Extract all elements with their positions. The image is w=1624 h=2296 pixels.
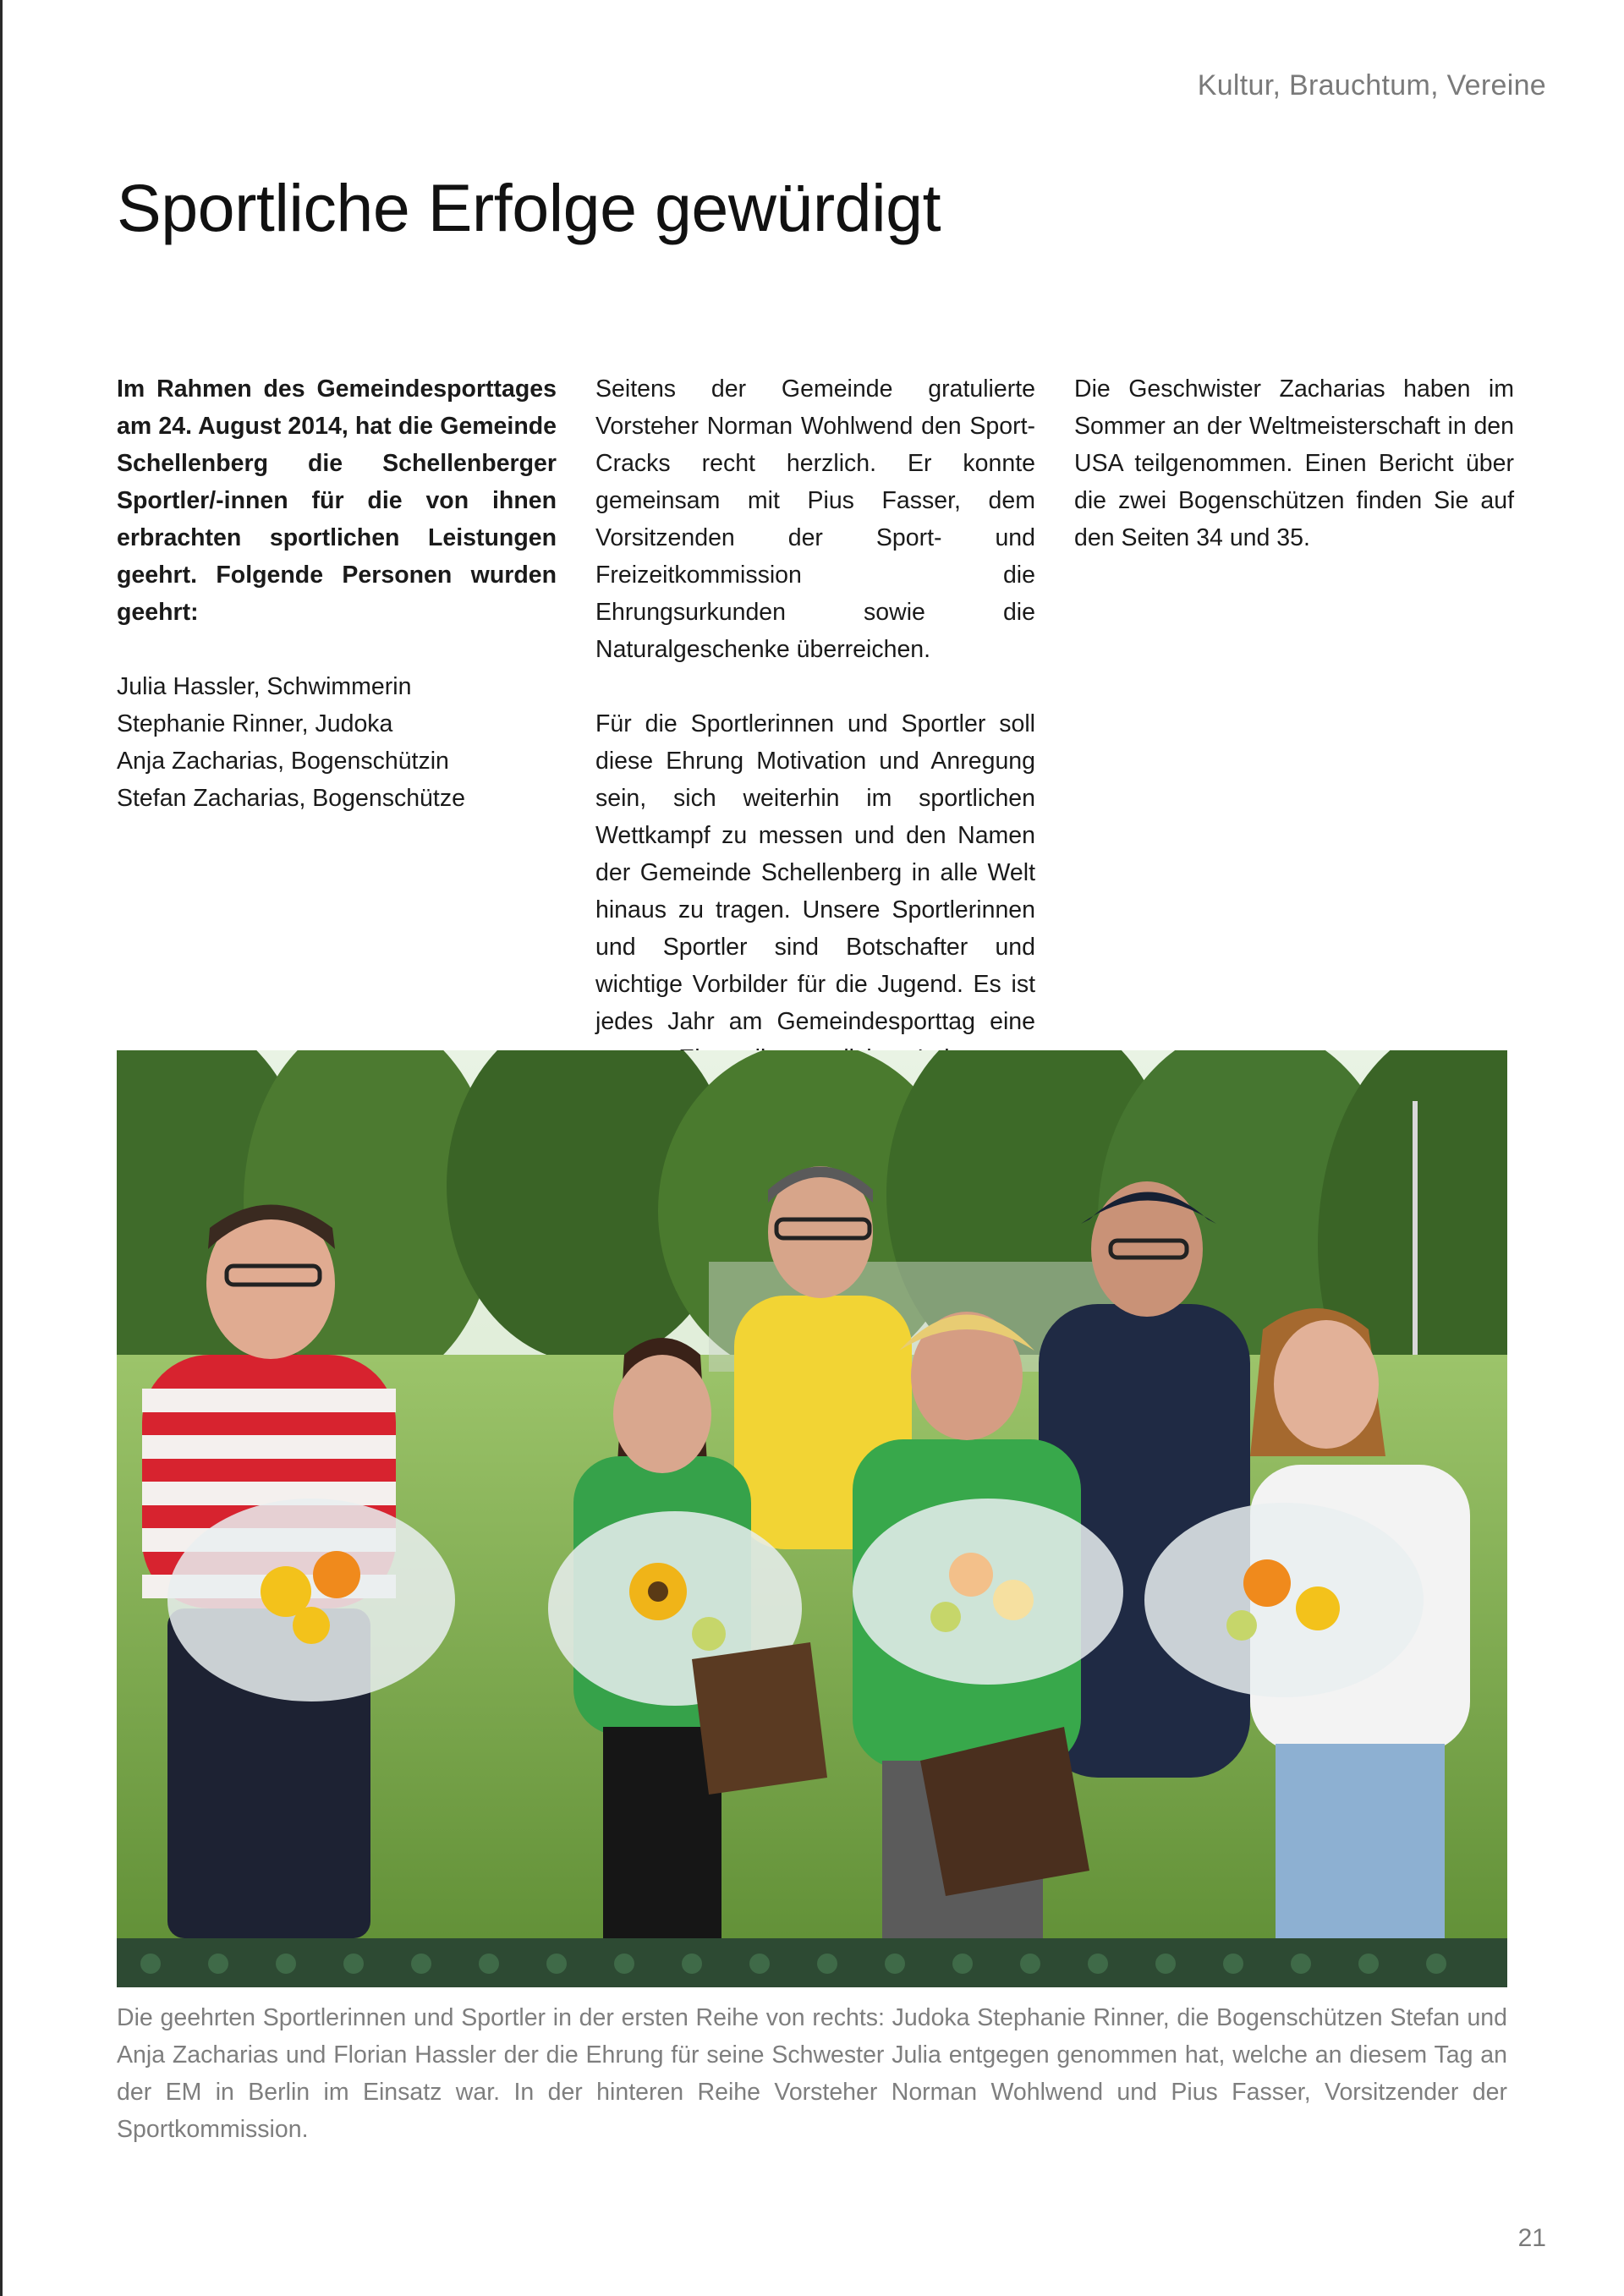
honoree-item: Stephanie Rinner, Judoka [117,710,393,737]
page-title: Sportliche Erfolge gewürdigt [117,170,941,245]
page-edge-rule [0,0,3,2296]
section-label: Kultur, Brauchtum, Vereine [1197,69,1546,101]
honoree-list [117,668,557,817]
article-column-1 [117,370,557,817]
honoree-item: Stefan Zacharias, Bogenschütze [117,785,465,812]
photo-caption: Die geehrten Sportlerinnen und Sportler in der ersten Reihe von rechts: Judoka Stephanie Rinner, die Bogenschützen Stefan und Anja Zacharias und Florian Hassler der die Ehrung für seine Schwester Julia entgegen genommen hat, welche an diesem Tag an der EM in Berlin im Einsatz war. In der hinteren Reihe Vorsteher Norman Wohlwend und Pius Fasser, Vorsitzender der Sportkommission. [117,2004,1507,2143]
article-column-3 [1074,370,1514,556]
article-paragraph-2: Für die Sportlerinnen und Sportler soll diese Ehrung Motivation und Anregung sein, sich weiterhin im sportlichen Wettkampf zu messen und den Namen der Gemeinde Schellenberg in alle Welt hinaus zu tragen. Unsere Sportlerinnen und Sportler sind Botschafter und wichtige Vorbilder für die Jugend. Es ist jedes Jahr am Gemeindesporttag eine [595,710,1035,1035]
page-number: 21 [1517,2224,1546,2252]
honoree-item: Julia Hassler, Schwimmerin [117,673,412,700]
article-paragraph-3: Die Geschwister Zacharias haben im Sommer an der Weltmeisterschaft in den USA teilgenommen. Einen Bericht über die zwei Bogenschützen finden Sie auf den Seiten 34 und 35. [1074,375,1514,551]
honoree-item: Anja Zacharias, Bogenschützin [117,748,449,775]
group-photo [117,1050,1507,1987]
article-paragraph-1: Seitens der Gemeinde gratulierte Vorsteher Norman Wohlwend den Sport-Cracks recht herzlich. Er konnte gemeinsam mit Pius Fasser, dem Vorsitzenden der Sport- und Freizeitkommission die Ehrungsurkunden sowie die Naturalgeschenke überreichen. [595,375,1035,663]
article-lead: Im Rahmen des Gemeindesporttages am 24. August 2014, hat die Gemeinde Schellenberg die Schellenberger Sportler/-innen für die von ihnen erbrachten sportlichen Leistungen geehrt. Folgende Personen wurden geehrt: [117,375,557,626]
